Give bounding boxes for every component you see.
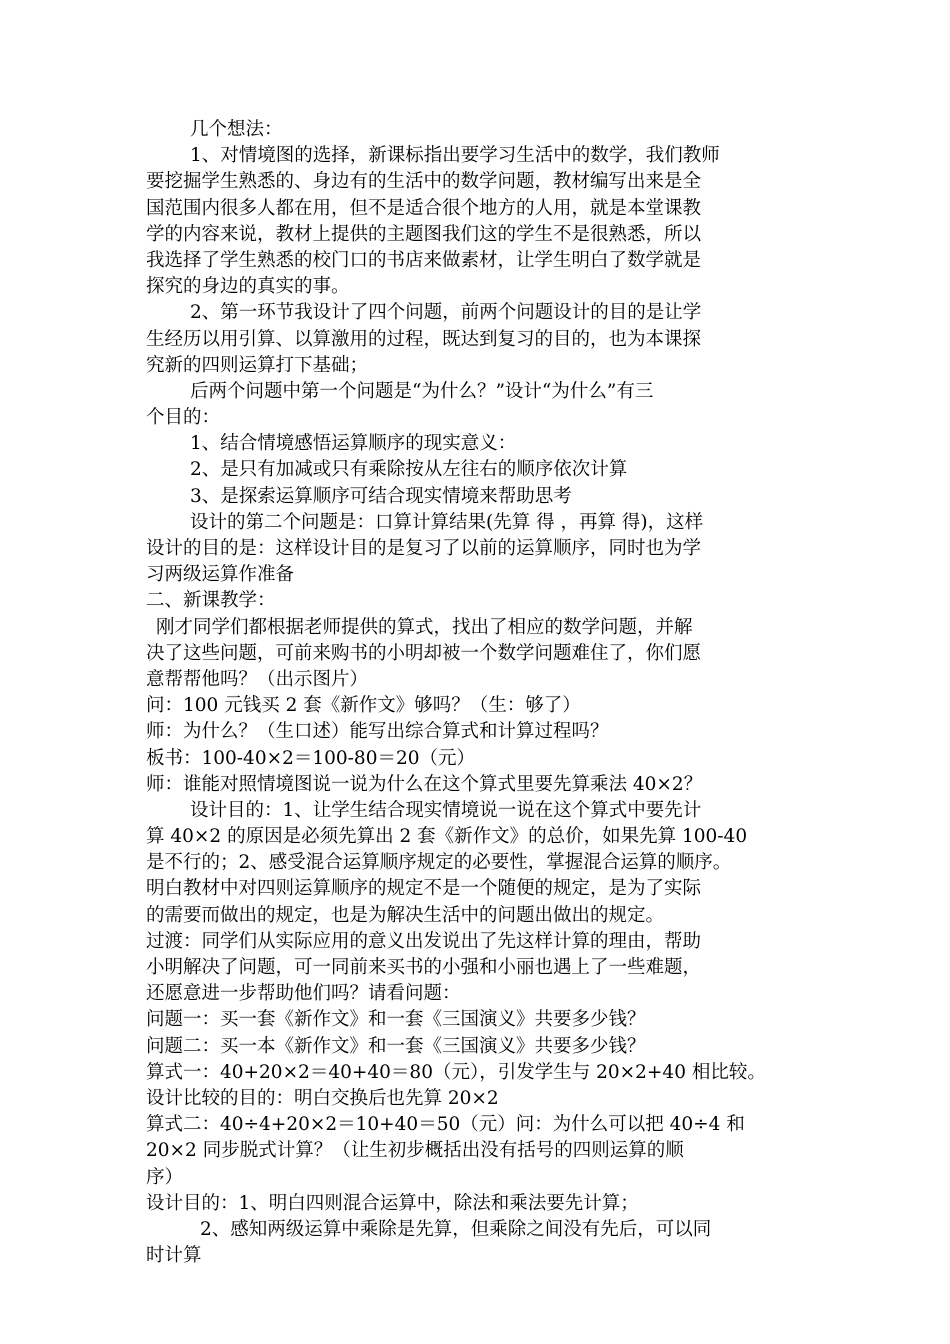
text-line: 刚才同学们都根据老师提供的算式，找出了相应的数学问题，并解 [156,616,693,638]
text-line: 2、第一环节我设计了四个问题，前两个问题设计的目的是让学 [190,302,702,324]
text-line: 个目的： [146,407,221,429]
document-body [146,117,808,1269]
text-line: 国范围内很多人都在用，但不是适合很个地方的人用，就是本堂课教 [146,197,702,219]
text-line: 设计的目的是：这样设计目的是复习了以前的运算顺序，同时也为学 [146,538,702,559]
text-line: 小明解决了问题，可一同前来买书的小强和小丽也遇上了一些难题， [146,957,702,978]
text-line: 设计比较的目的：明白交换后也先算 20×2 [146,1087,499,1109]
text-line: 师：谁能对照情境图说一说为什么在这个算式里要先算乘法 40×2？ [146,773,703,795]
text-line: 问题一：买一套《新作文》和一套《三国演义》共要多少钱？ [146,1009,646,1031]
text-line: 问题二：买一本《新作文》和一套《三国演义》共要多少钱？ [146,1035,646,1057]
text-line: 算 40×2 的原因是必须先算出 2 套《新作文》的总价，如果先算 100-40 [146,826,748,848]
text-line: 究新的四则运算打下基础； [146,354,369,376]
text-line: 1、对情境图的选择，新课标指出要学习生活中的数学，我们教师 [190,145,720,167]
text-line: 我选择了学生熟悉的校门口的书店来做素材，让学生明白了数学就是 [146,249,702,271]
text-line: 意帮帮他吗？（出示图片） [146,668,369,690]
text-line: 决了这些问题，可前来购书的小明却被一个数学问题难住了，你们愿 [146,642,702,664]
text-line: 2、感知两级运算中乘除是先算，但乘除之间没有先后，可以同 [200,1218,712,1240]
text-line: 过渡：同学们从实际应用的意义出发说出了先这样计算的理由，帮助 [146,930,702,952]
text-line: 设计的第二个问题是：口算计算结果(先算 得 ，再算 得)，这样 [190,511,704,533]
text-line: 时计算 [146,1245,202,1267]
text-line: 习两级运算作准备 [146,564,295,586]
text-line: 明白教材中对四则运算顺序的规定不是一个随便的规定，是为了实际 [146,878,702,900]
text-line: 几个想法： [190,119,283,140]
text-line: 算式二：40÷4+20×2＝10+40＝50（元）问：为什么可以把 40÷4 和 [146,1114,745,1136]
text-line: 师：为什么？（生口述）能写出综合算式和计算过程吗？ [146,721,609,743]
text-line: 问：100 元钱买 2 套《新作文》够吗？（生：够了） [146,695,581,717]
text-line: 是不行的；2、感受混合运算顺序规定的必要性，掌握混合运算的顺序。 [146,852,732,874]
text-line: 20×2 同步脱式计算？（让生初步概括出没有括号的四则运算的顺 [146,1140,684,1162]
text-line: 2、是只有加减或只有乘除按从左往右的顺序依次计算 [190,459,628,481]
text-line: 1、结合情境感悟运算顺序的现实意义： [190,433,517,455]
text-line: 设计目的：1、让学生结合现实情境说一说在这个算式中要先计 [190,799,702,821]
text-line: 3、是探索运算顺序可结合现实情境来帮助思考 [190,485,572,507]
text-line: 生经历以用引算、以算激用的过程，既达到复习的目的，也为本课探 [146,328,702,350]
text-line: 后两个问题中第一个问题是“为什么？”设计“为什么”有三 [190,380,654,402]
text-line: 板书：100-40×2＝100-80＝20（元） [146,747,476,769]
text-line: 序） [146,1166,184,1188]
text-line: 的需要而做出的规定，也是为解决生活中的问题出做出的规定。 [146,904,665,926]
text-line: 设计目的：1、明白四则混合运算中，除法和乘法要先计算； [146,1192,639,1214]
text-line: 学的内容来说，教材上提供的主题图我们这的学生不是很熟悉，所以 [146,223,702,245]
text-line: 要挖掘学生熟悉的、身边有的生活中的数学问题，教材编写出来是全 [146,171,702,193]
text-line: 还愿意进一步帮助他们吗？请看问题： [146,983,461,1005]
text-line: 二、新课教学： [146,590,276,612]
text-line: 探究的身边的真实的事。 [146,276,350,298]
text-line: 算式一：40+20×2＝40+40＝80（元），引发学生与 20×2+40 相比较。 [146,1061,766,1083]
